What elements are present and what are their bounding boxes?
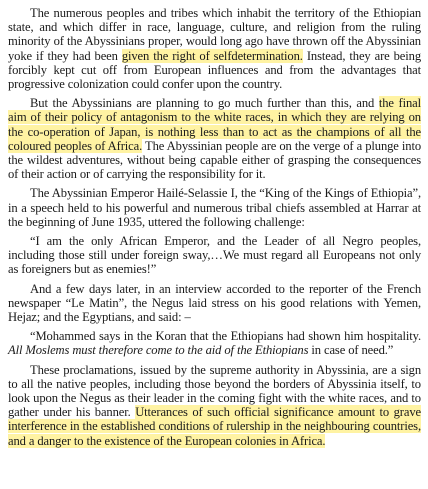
highlighted-text: Utterances of such official significance amount to grave interference in the established conditions of rulership in the neighbouring countries, and a danger to the existence of the European colonies in Africa. [8, 405, 421, 448]
quote-1 [8, 234, 421, 277]
text-run: The Abyssinian Emperor Hailé-Selassie I, the “King of the Kings of Ethiopia”, in a speech held to his powerful and numerous tribal chiefs assembled at Harrar at the beginning of June 1935, uttered the following challenge: [8, 186, 421, 229]
text-run: These proclamations, issued by the supreme authority in Abyssinia, are a sign to all the native peoples, including those beyond the borders of Abyssinia itself, to look upon the Negus as their leader in the coming fight with the white races, and to gather under his banner. [8, 362, 421, 420]
quote-2 [8, 329, 421, 357]
paragraph-1 [8, 6, 421, 91]
text-run: “I am the only African Emperor, and the Leader of all Negro peoples, including those still under foreign sway,…We must regard all Europeans not only as foreigners but as enemies!” [8, 234, 421, 277]
italic-text: All Moslems must therefore come to the aid of the Ethiopians [8, 343, 309, 358]
paragraph-5 [8, 282, 421, 325]
paragraph-7 [8, 363, 421, 448]
paragraph-2 [8, 96, 421, 181]
text-run: “Mohammed says in the Koran that the Ethiopians had shown him hospitality. [30, 329, 421, 344]
text-run: Instead, they are being forcibly kept cut off from European influences and from the advantages that progressive colonization could confer upon the country. [8, 48, 421, 92]
paragraph-3 [8, 186, 421, 229]
text-run: But the Abyssinians are planning to go much further than this, and [30, 96, 379, 111]
text-run: The numerous peoples and tribes which inhabit the territory of the Ethiopian state, and which differ in race, language, culture, and religion from the ruling minority of the Abyssinians proper, would long ago have thrown off the Abyssinian yoke if they had been [8, 6, 421, 63]
text-run: The Abyssinian people are on the verge of a plunge into the wildest adventures, without being capable either of grasping the consequences of their action or of carrying the responsibility for it. [8, 138, 421, 182]
text-run: And a few days later, in an interview accorded to the reporter of the French newspaper “Le Matin”, the Negus laid stress on his good relations with Yemen, Hejaz; and the Egyptians, and said: – [8, 281, 421, 325]
text-run: in case of need.” [308, 343, 394, 358]
highlighted-text: the final aim of their policy of antagonism to the white races, in which they are relying on the co-operation of Japan, is nothing less than to act as the champions of all the coloured peoples of Africa. [8, 96, 421, 153]
highlighted-text: given the right of selfdetermination. [121, 48, 303, 63]
